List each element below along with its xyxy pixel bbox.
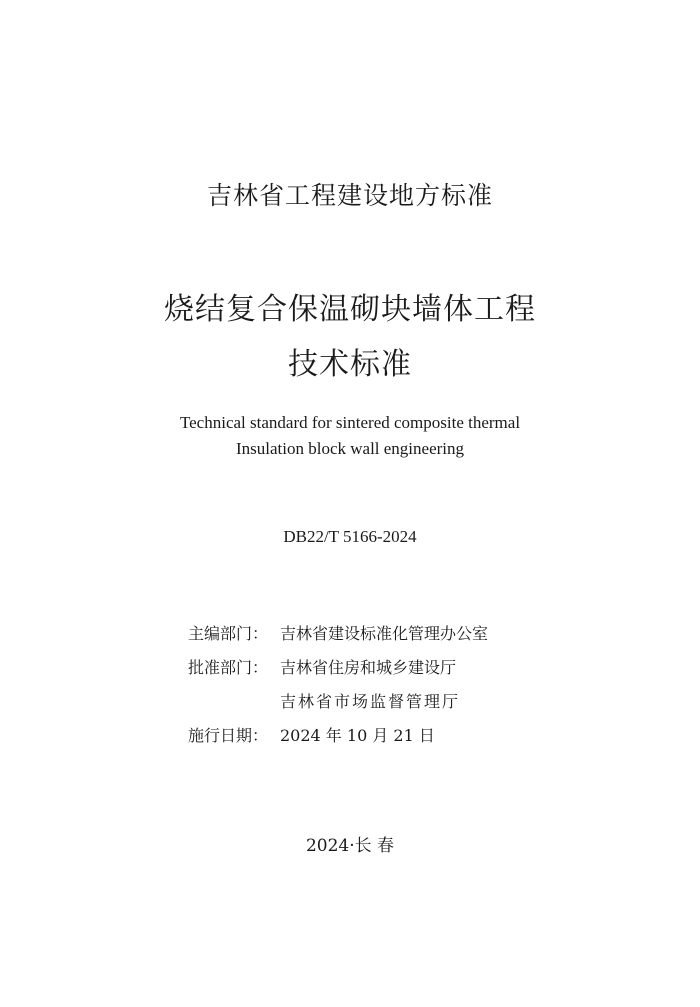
effective-date-value: 2024 年 10 月 21 日	[280, 726, 435, 745]
standard-code: DB22/T 5166-2024	[283, 527, 417, 546]
editor-label: 主编部门：	[188, 624, 269, 643]
approver-label: 批准部门：	[188, 658, 269, 677]
approver-row-2	[188, 690, 488, 724]
english-title-line-1: Technical standard for sintered composite thermal	[179, 413, 521, 432]
approver-value-1: 吉林省住房和城乡建设厅	[280, 658, 457, 677]
editor-row	[188, 622, 488, 656]
editor-value: 吉林省建设标准化管理办公室	[280, 624, 489, 643]
approver-value-2: 吉林省市场监督管理厅	[280, 692, 461, 711]
publication-year-place: 2024·长 春	[305, 836, 395, 856]
effective-date-row	[188, 724, 488, 758]
document-title-line-1: 烧结复合保温砌块墙体工程	[164, 292, 536, 327]
document-title-line-2: 技术标准	[288, 347, 412, 382]
approver-row	[188, 656, 488, 690]
english-title-line-2: Insulation block wall engineering	[235, 439, 465, 458]
standard-series-heading: 吉林省工程建设地方标准	[206, 181, 493, 210]
effective-date-label: 施行日期：	[188, 726, 269, 745]
approver-label-spacer	[188, 690, 280, 724]
issuing-info-block	[188, 622, 488, 758]
